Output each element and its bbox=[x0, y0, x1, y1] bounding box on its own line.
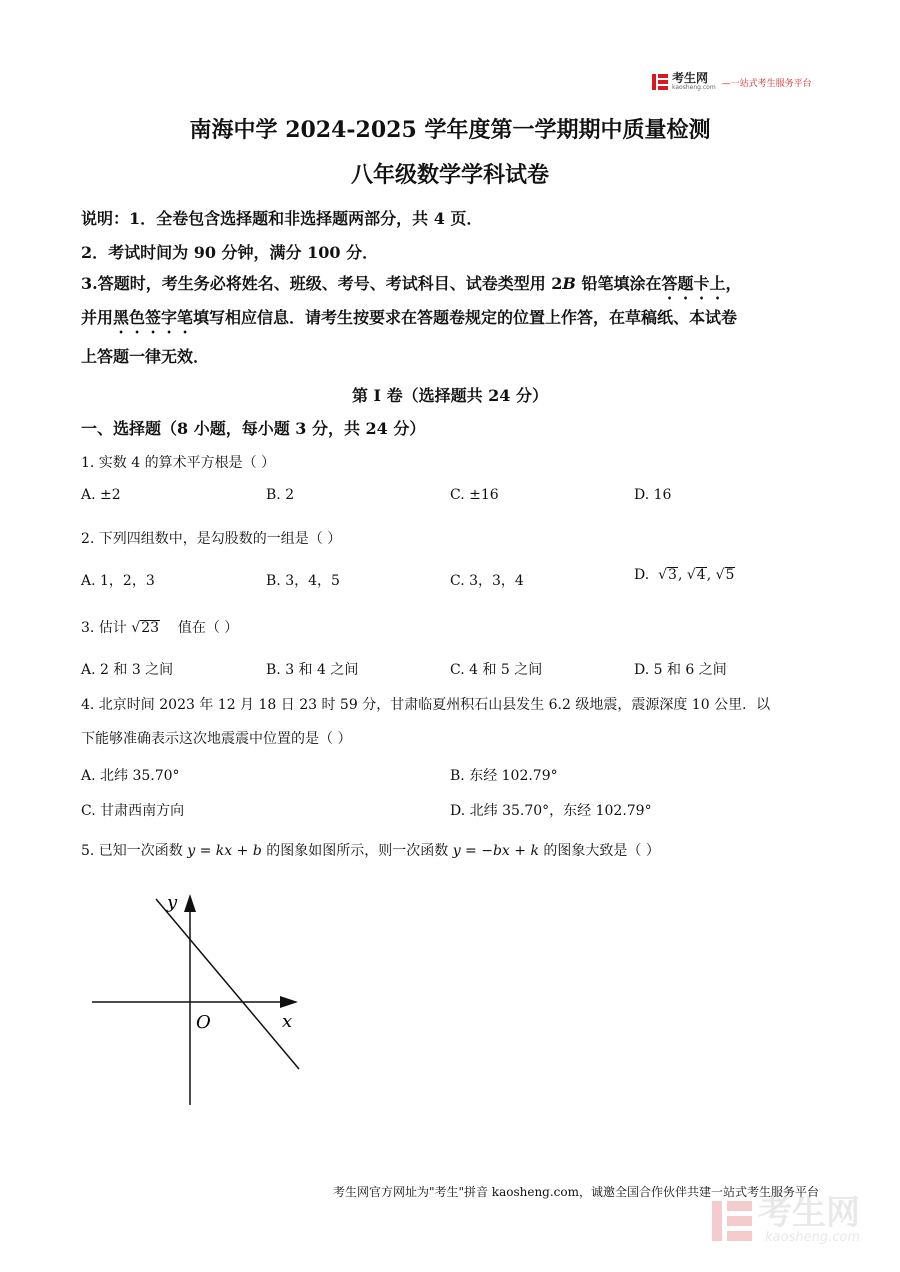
q2-d-root-3: 5 bbox=[725, 567, 735, 583]
watermark-text bbox=[758, 1193, 860, 1245]
q5-stem-b: 的图象如图所示，则一次函数 bbox=[266, 843, 449, 859]
q5-graph bbox=[80, 880, 320, 1120]
note-1: 说明：1．全卷包含选择题和非选择题两部分，共 4 页． bbox=[81, 209, 483, 228]
q3-option-c: C. 4 和 5 之间 bbox=[450, 662, 543, 678]
q2-d-root-1: 3 bbox=[668, 567, 677, 583]
note-2: 2．考试时间为 90 分钟，满分 100 分． bbox=[81, 243, 379, 262]
logo-slogan: —一站式考生服务平台 bbox=[721, 78, 812, 89]
q2-option-d: D. √3, √4, √5 bbox=[634, 567, 735, 583]
q5-stem-a: 5. 已知一次函数 bbox=[81, 843, 183, 859]
slogan-text: 一站式考生服务平台 bbox=[730, 78, 812, 89]
watermark-name: 考生网 bbox=[758, 1193, 860, 1233]
q2-option-a: A. 1，2，3 bbox=[81, 573, 155, 589]
note-3-e: ， bbox=[725, 274, 742, 293]
note-3-dotted: 答题卡上 bbox=[661, 274, 726, 293]
q5-stem-c: 的图象大致是（ ） bbox=[543, 843, 660, 859]
function-line bbox=[156, 899, 299, 1069]
q4-option-d: D. 北纬 35.70°，东经 102.79° bbox=[450, 803, 652, 819]
note-4-a: 并用 bbox=[81, 308, 114, 327]
q4-stem-line-2: 下能够准确表示这次地震震中位置的是（ ） bbox=[81, 731, 352, 747]
x-axis-label: x bbox=[282, 1011, 293, 1032]
note-4-dotted: 黑色签字笔 bbox=[113, 308, 194, 327]
q3-stem: 3. 估计 √23 值在（ ） bbox=[81, 620, 239, 636]
note-4-c: 填写相应信息．请考生按要求在答题卷规定的位置上作答，在草稿纸、本试卷 bbox=[193, 308, 738, 327]
x-axis-arrow-icon bbox=[280, 996, 298, 1008]
q5-formula-2: y = −bx + k bbox=[452, 843, 539, 859]
q1-option-a: A. ±2 bbox=[81, 487, 121, 503]
exam-title: 南海中学 2024-2025 学年度第一学期期中质量检测 bbox=[189, 117, 711, 143]
q2-d-root-2: 4 bbox=[696, 567, 706, 583]
logo-text bbox=[672, 73, 716, 91]
q2-stem: 2. 下列四组数中，是勾股数的一组是（ ） bbox=[81, 531, 342, 547]
note-4 bbox=[81, 305, 737, 337]
logo-name: 考生网 bbox=[672, 71, 709, 85]
q4-option-b: B. 东经 102.79° bbox=[450, 768, 558, 784]
note-5: 上答题一律无效． bbox=[81, 347, 210, 366]
exam-subtitle: 八年级数学学科试卷 bbox=[350, 162, 549, 188]
q1-option-c: C. ±16 bbox=[450, 487, 499, 503]
q2-option-b: B. 3，4，5 bbox=[266, 573, 340, 589]
y-axis-label: y bbox=[167, 892, 178, 913]
note-3-b: B bbox=[562, 274, 576, 293]
q5-formula-1: y = kx + b bbox=[187, 843, 262, 859]
q2-d-prefix: D. bbox=[634, 567, 650, 583]
logo-domain: kaosheng.com bbox=[672, 84, 716, 91]
note-3-a: 3.答题时，考生务必将姓名、班级、考号、考试科目、试卷类型用 2 bbox=[81, 274, 563, 293]
q3-option-a: A. 2 和 3 之间 bbox=[81, 662, 174, 678]
q4-option-c: C. 甘肃西南方向 bbox=[81, 803, 185, 819]
q1-stem: 1. 实数 4 的算术平方根是（ ） bbox=[81, 455, 276, 471]
part-title: 一、选择题（8 小题，每小题 3 分，共 24 分） bbox=[81, 419, 426, 438]
q4-option-a: A. 北纬 35.70° bbox=[81, 768, 180, 784]
note-3-c: 铅笔填涂在 bbox=[575, 274, 662, 293]
kaosheng-logo-icon bbox=[652, 74, 668, 90]
q3-option-d: D. 5 和 6 之间 bbox=[634, 662, 727, 678]
note-3 bbox=[81, 271, 742, 303]
q4-stem-line-1: 4. 北京时间 2023 年 12 月 18 日 23 时 59 分，甘肃临夏州积石山县发生 6.2 级地震，震源深度 10 公里．以 bbox=[81, 697, 771, 713]
q5-stem bbox=[81, 840, 660, 860]
q1-option-b: B. 2 bbox=[266, 487, 295, 503]
watermark-logo-icon bbox=[712, 1201, 752, 1241]
watermark bbox=[712, 1193, 860, 1245]
q3-stem-a: 3. 估计 bbox=[81, 620, 127, 636]
q3-radicand: 23 bbox=[141, 620, 160, 636]
y-axis-arrow-icon bbox=[184, 894, 196, 912]
q3-option-b: B. 3 和 4 之间 bbox=[266, 662, 359, 678]
q1-option-d: D. 16 bbox=[634, 487, 672, 503]
q3-stem-b: 值在（ ） bbox=[177, 620, 239, 636]
q2-option-c: C. 3，3，4 bbox=[450, 573, 524, 589]
watermark-domain: kaosheng.com bbox=[765, 1230, 860, 1245]
origin-label: O bbox=[196, 1012, 211, 1033]
footer-text: 考生网官方网址为"考生"拼音 kaosheng.com，诚邀全国合作伙伴共建一站式考生服务平台 bbox=[332, 1185, 819, 1199]
section-title: 第 I 卷（选择题共 24 分） bbox=[351, 386, 549, 405]
header-logo bbox=[652, 73, 812, 91]
